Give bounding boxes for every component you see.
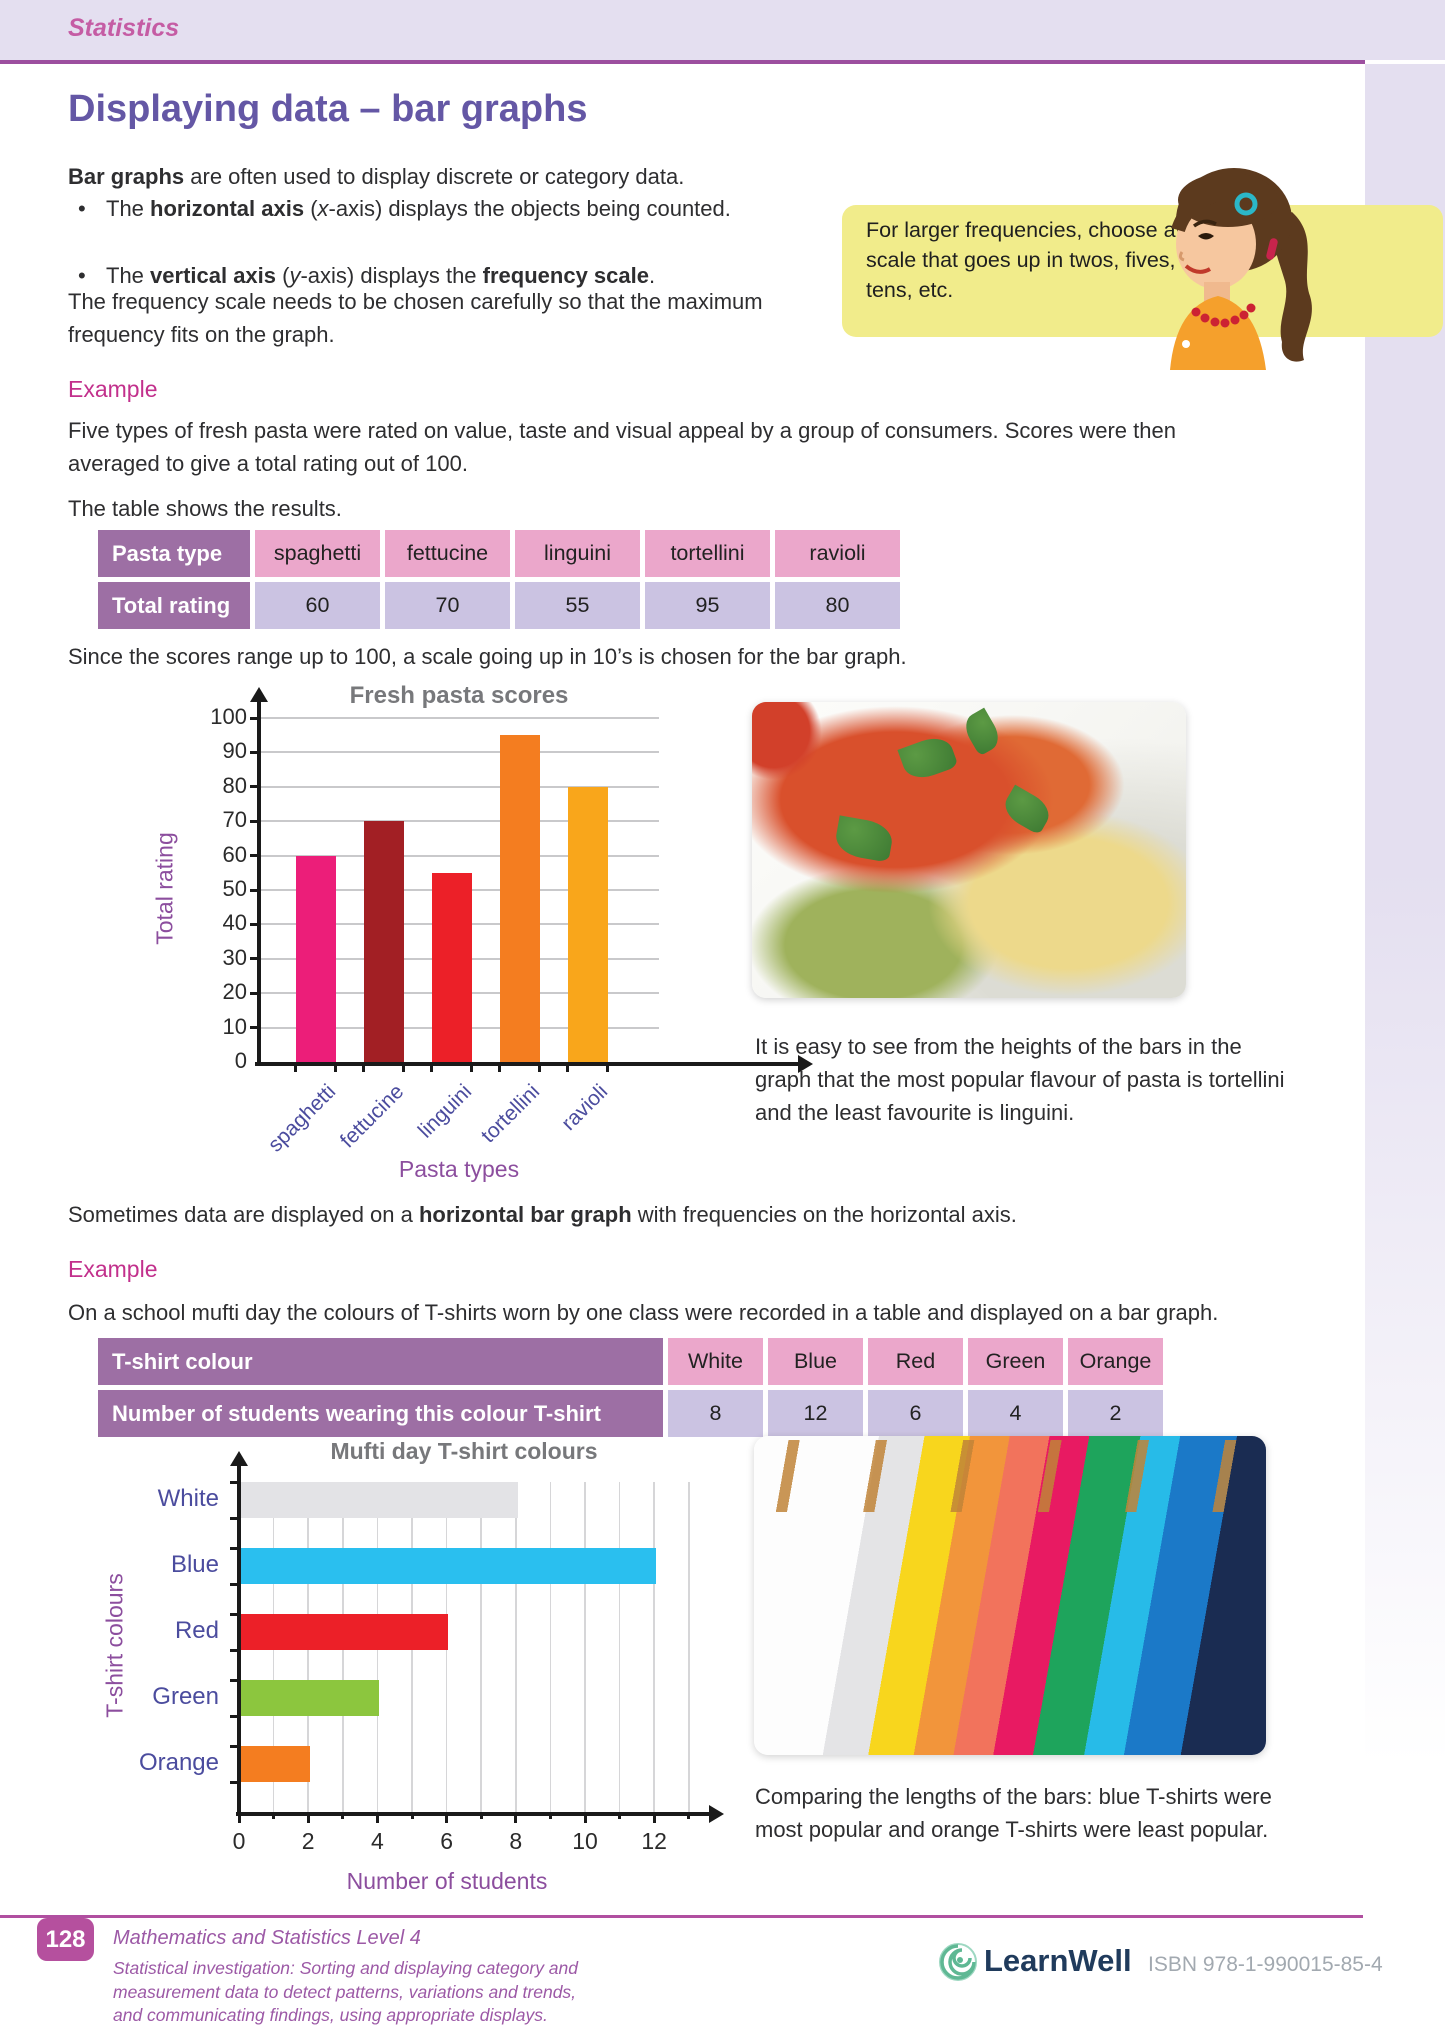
table1-col-tortellini: tortellini	[645, 530, 770, 577]
bullet1-var: x	[317, 196, 329, 221]
footer-series: Mathematics and Statistics Level 4	[113, 1927, 421, 1949]
table2-value-orange: 2	[1068, 1390, 1163, 1437]
hnote-pre: Sometimes data are displayed on a	[68, 1202, 419, 1227]
page-number-badge: 128	[37, 1918, 94, 1961]
gridline	[259, 751, 659, 753]
table2-row2-label: Number of students wearing this colour T-shirt	[98, 1390, 663, 1437]
basil-leaf-icon	[833, 815, 895, 862]
y-tick-label: 40	[222, 910, 247, 936]
x-axis-arrow-icon	[709, 1805, 724, 1823]
tshirt-chart	[80, 1438, 770, 1918]
bullet2-end: .	[648, 263, 656, 288]
bottom-rule	[0, 1915, 1363, 1918]
bar-tortellini	[500, 735, 540, 1062]
gridline	[480, 1482, 482, 1812]
table1-row1-label: Pasta type	[98, 530, 250, 577]
example2-heading: Example	[68, 1256, 158, 1282]
table1-row2-label: Total rating	[98, 582, 250, 629]
table1-col-linguini: linguini	[515, 530, 640, 577]
bar-linguini	[432, 873, 472, 1062]
y-tick-label: 30	[222, 944, 247, 970]
footer-desc-line3: and communicating findings, using appropriate displays.	[113, 2005, 548, 2026]
table2-value-green: 4	[968, 1390, 1063, 1437]
table2-col-red: Red	[868, 1338, 963, 1385]
category-label-green: Green	[152, 1683, 219, 1710]
y-tick-label: 100	[210, 704, 247, 729]
table1-col-ravioli: ravioli	[775, 530, 900, 577]
gridline	[653, 1482, 655, 1812]
basil-leaf-icon	[897, 732, 958, 784]
intro-paragraph	[68, 160, 968, 193]
x-tick-label: 6	[440, 1828, 453, 1854]
y-tick-label: 90	[222, 738, 247, 764]
footer-desc-line2: measurement data to detect patterns, variations and trends,	[113, 1981, 577, 2002]
pasta-chart-x-axis-label: Pasta types	[398, 1156, 520, 1182]
pasta-chart	[120, 678, 740, 1228]
bullet2-bold2: frequency scale	[482, 263, 649, 288]
bar-white	[241, 1482, 518, 1518]
bar-orange	[241, 1746, 310, 1782]
brand-name: LearnWell	[984, 1943, 1132, 1978]
bar-green	[241, 1680, 379, 1716]
bar-red	[241, 1614, 449, 1650]
category-label-fettucine: fettucine	[335, 1080, 408, 1153]
table1-value-fettucine: 70	[385, 582, 510, 629]
x-axis	[255, 1062, 800, 1066]
y-axis	[237, 1466, 241, 1816]
table2-value-blue: 12	[768, 1390, 863, 1437]
isbn-text: ISBN 978-1-990015-85-4	[1148, 1953, 1383, 1976]
x-tick-label: 4	[370, 1828, 384, 1854]
bullet2-paren: (	[276, 263, 290, 288]
gridline	[515, 1482, 517, 1812]
y-tick-label: 0	[234, 1048, 247, 1073]
bullet1-post: -axis) displays the objects being counted.	[328, 196, 731, 221]
callout-text: For larger frequencies, choose a scale that goes up in twos, fives, tens, etc.	[866, 218, 1176, 303]
page-title: Displaying data – bar graphs	[68, 88, 588, 130]
table2-col-white: White	[668, 1338, 763, 1385]
table1-value-ravioli: 80	[775, 582, 900, 629]
category-label-spaghetti: spaghetti	[263, 1080, 340, 1157]
table1-value-spaghetti: 60	[255, 582, 380, 629]
bar-ravioli	[568, 787, 608, 1062]
y-tick-label: 60	[222, 841, 247, 867]
pasta-table	[98, 530, 900, 629]
table2-value-red: 6	[868, 1390, 963, 1437]
tshirt-table	[98, 1338, 1163, 1437]
x-tick-label: 10	[572, 1828, 598, 1854]
gridline	[619, 1482, 621, 1812]
category-label-blue: Blue	[170, 1551, 219, 1578]
table2-value-white: 8	[668, 1390, 763, 1437]
horizontal-bar-note	[68, 1198, 1358, 1231]
bar-fettucine	[364, 821, 404, 1062]
tshirt-chart-y-axis-label: T-shirt colours	[101, 1573, 128, 1718]
table1-col-fettucine: fettucine	[385, 530, 510, 577]
pasta-caption: It is easy to see from the heights of the bars in the graph that the most popular flavour of pasta is tortellini and the least favourite is linguini.	[755, 1034, 1285, 1125]
category-label-ravioli: ravioli	[556, 1080, 612, 1136]
header-band	[0, 0, 1445, 60]
category-label-orange: Orange	[138, 1749, 219, 1776]
pasta-chart-title: Fresh pasta scores	[349, 682, 569, 709]
bullet2-pre: The	[106, 263, 151, 288]
gridline	[584, 1482, 586, 1812]
tshirt-caption: Comparing the lengths of the bars: blue T-shirts were most popular and orange T-shirts were least popular.	[755, 1784, 1272, 1842]
table2-col-green: Green	[968, 1338, 1063, 1385]
hnote-bold: horizontal bar graph	[418, 1202, 632, 1227]
x-tick-label: 12	[641, 1828, 667, 1854]
category-label-white: White	[157, 1485, 219, 1512]
gridline	[688, 1482, 690, 1812]
basil-leaf-icon	[960, 708, 1004, 757]
x-tick-label: 8	[509, 1828, 523, 1854]
table1-col-spaghetti: spaghetti	[255, 530, 380, 577]
bullet1-pre: The	[106, 196, 151, 221]
top-rule	[0, 60, 1365, 64]
y-tick-label: 70	[222, 807, 247, 833]
example1-heading: Example	[68, 376, 158, 402]
example2-intro: On a school mufti day the colours of T-shirts worn by one class were recorded in a table and displayed on a bar graph.	[68, 1300, 1219, 1325]
y-axis	[257, 702, 261, 1066]
intro-lead-rest: are often used to display discrete or category data.	[184, 164, 685, 189]
bullet2-bold: vertical axis	[150, 263, 277, 288]
girl-illustration	[1142, 160, 1332, 370]
category-label-tortellini: tortellini	[476, 1080, 544, 1148]
pasta-photo	[752, 702, 1186, 998]
table1-value-linguini: 55	[515, 582, 640, 629]
pasta-chart-y-axis-label: Total rating	[151, 832, 178, 945]
bullet1-bold: horizontal axis	[150, 196, 305, 221]
x-tick-label: 2	[301, 1828, 315, 1854]
tshirt-photo	[754, 1436, 1266, 1755]
bar-spaghetti	[296, 856, 336, 1062]
section-label: Statistics	[68, 14, 180, 42]
table2-col-blue: Blue	[768, 1338, 863, 1385]
intro-lead-bold: Bar graphs	[68, 164, 185, 189]
bullet1-paren: (	[304, 196, 318, 221]
x-axis	[236, 1812, 712, 1816]
hangers-icon	[754, 1440, 1266, 1512]
y-tick-label: 20	[222, 979, 247, 1005]
hnote-post: with frequencies on the horizontal axis.	[631, 1202, 1017, 1227]
y-axis-arrow-icon	[230, 1451, 248, 1466]
category-label-red: Red	[174, 1617, 219, 1644]
table2-col-orange: Orange	[1068, 1338, 1163, 1385]
bullet2-post: -axis) displays the	[300, 263, 483, 288]
bullet2-var: y	[289, 263, 301, 288]
y-tick-label: 80	[222, 772, 247, 798]
basil-leaf-icon	[999, 785, 1055, 836]
frequency-note: The frequency scale needs to be chosen carefully so that the maximum frequency fits on the graph.	[68, 289, 763, 347]
example1-intro: Five types of fresh pasta were rated on value, taste and visual appeal by a group of consumers. Scores were then averaged to give a total rating out of 100.	[68, 418, 1176, 476]
bar-blue	[241, 1548, 656, 1584]
gridline	[259, 717, 659, 719]
gridline	[550, 1482, 552, 1812]
table1-note: The table shows the results.	[68, 496, 342, 521]
y-axis-arrow-icon	[250, 687, 268, 702]
y-tick-label: 50	[222, 876, 247, 901]
table2-row1-label: T-shirt colour	[98, 1338, 663, 1385]
tshirt-chart-title: Mufti day T-shirt colours	[330, 1438, 598, 1464]
tshirt-chart-x-axis-label: Number of students	[346, 1868, 548, 1894]
footer-description	[113, 1957, 578, 2028]
y-tick-label: 10	[222, 1013, 247, 1039]
learnwell-logo-icon	[936, 1940, 980, 1984]
footer-desc-line1: Statistical investigation: Sorting and displaying category and	[113, 1958, 578, 1978]
category-label-linguini: linguini	[413, 1080, 476, 1143]
scale-note: Since the scores range up to 100, a scale going up in 10’s is chosen for the bar graph.	[68, 644, 907, 669]
table1-value-tortellini: 95	[645, 582, 770, 629]
x-tick-label: 0	[232, 1828, 246, 1854]
